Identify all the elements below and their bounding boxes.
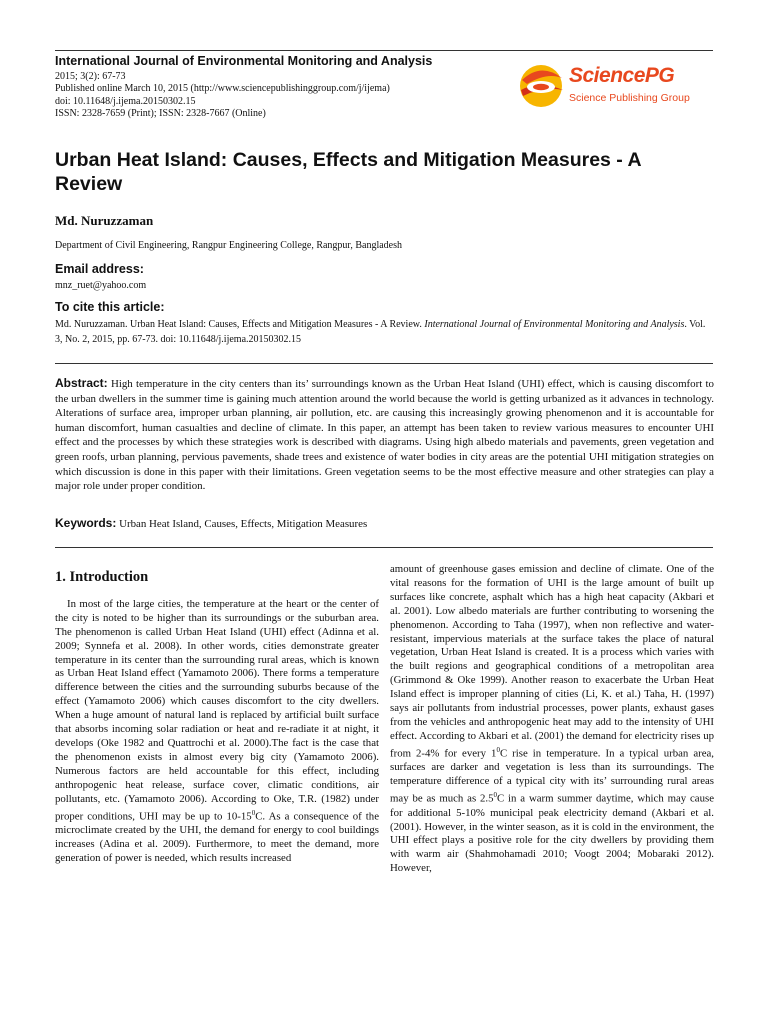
right-text-a: amount of greenhouse gases emission and decline of climate. One of the vital reasons for the formation of UHI is the large amount of built up surfaces like concrete, asphalt which has a high heat capacity (Akbari et al. 2001). Low albedo materials are further contributing to worsening the phenomenon. According to Taha (1997), when non reflective and water-resistant, impervious materials at the surface takes the place of natural vegetation, Urban Heat Island is created. It is a process which varies with the built regions and geographical conditions of a metropolitan area (Grimmond & Oke 1999). Another reason to exacerbate the Urban Heat Island effect is improper planning of cities (Li, K. et al.) Taha, H. (1997) says air pollutants from industrial processes, power plants, exhaust gases from the vehicles and anthropogenic heat may add to the intensity of UHI effect. According to Akbari et al. (2001) the demand for electricity rises up from 2-4% for every 1	[390, 563, 714, 760]
right-text-b: C rise in temperature. In a typical urban area, surfaces are darker and vegetation is less than its surroundings. The temperature difference of a typical city with its’ surrounding rural areas may be as much as 2.5	[390, 747, 714, 805]
abstract-rule	[55, 363, 713, 364]
citation-journal: International Journal of Environmental Monitoring and Analysis	[424, 319, 685, 330]
logo-name: SciencePG	[569, 64, 675, 87]
body-rule	[55, 547, 713, 548]
journal-doi: doi: 10.11648/j.ijema.20150302.15	[55, 95, 196, 107]
journal-published[interactable]: Published online March 10, 2015 (http://www.sciencepublishinggroup.com/j/ijema)	[55, 83, 390, 95]
header-top-rule	[55, 50, 713, 51]
abstract	[55, 376, 714, 494]
intro-paragraph-continued	[390, 563, 714, 876]
citation-tail: . Vol. 3, No. 2, 2015, pp. 67-73. doi: 10.11648/j.ijema.20150302.15	[55, 319, 706, 345]
keywords	[55, 516, 714, 530]
intro-text-a: In most of the large cities, the temperature at the heart or the center of the city is noted to be higher than its surroundings or the suburban area. The phenomenon is called Urban Heat Island (UHI) effect (Adinna et al. 2009; Synnefa et al. 2008). In other words, cities demonstrate greater temperature in its center than the surrounding rural areas, which is known as Urban Heat Island effect (Yamamoto 2006). There forms a temperature difference between the cities and the surrounding suburbs because of the effect (Yamamoto 2006) which causes discomfort to the city dwellers. When a huge amount of natural land is replaced by artificial built surface that absorbs incoming solar radiation or heat and re-radiate it at night, it develops (Oke 1982 and Quattrochi et al. 2000).The fact is the case that the phenomenon exists in almost every big city (Yamamoto 2006). Numerous factors are held accountable for this effect, including anthropogenic heat release, surface cover, climatic conditions, air pollutants, etc. (Yamamoto 2006). According to Oke, T.R. (1982) under proper conditions, UHI may be up to 10-15	[55, 597, 379, 823]
degree-sup-2: 0	[493, 791, 497, 800]
abstract-text: High temperature in the city centers than its’ surroundings known as the Urban Heat Island (UHI) effect, which is causing discomfort to the urban dwellers in the summer time is gaining much attention around the world because the world is getting urbanized as it advances in technology. Alterations of surface area, improper urban planning, air pollution, etc. are causing this increasingly growing phenomenon and it is accountable for human discomfort, human casualties and decline of climate. In this paper, an attempt has been taken to review various measures to encounter UHI effect and the processes by which these strategies work is described with diagrams. Using high albedo materials and pavements, green vegetation and green roofs, urban planning, pervious pavements, shade trees and existence of water bodies in city areas are the potential UHI mitigation strategies on which discussion is done in this paper with their limitations. Green vegetation seems to be the most effective measure and other strategies can play a major role under proper condition.	[55, 378, 714, 493]
paper-title: Urban Heat Island: Causes, Effects and Mitigation Measures - A Review	[55, 149, 641, 195]
keywords-text: Urban Heat Island, Causes, Effects, Mitigation Measures	[119, 518, 368, 530]
email-heading: Email address:	[55, 262, 144, 276]
email-address[interactable]: mnz_ruet@yahoo.com	[55, 280, 147, 291]
journal-title: International Journal of Environmental Monitoring and Analysis	[55, 54, 433, 68]
journal-issue: 2015; 3(2): 67-73	[55, 71, 126, 82]
right-text-c: C in a warm summer daytime, which may cause for additional 5-10% municipal peak electricity demand (Akbari et al. (2001). However, in the winter season, as it is cold in the environment, the UHI effect plays a positive role for the city dwellers by providing them with warm air (Shahmohamadi 2010; Voogt 2004; Mobaraki 2012). However,	[390, 792, 714, 875]
journal-meta	[55, 71, 390, 121]
intro-text-b: C. As a consequence of the microclimate created by the UHI, the demand for energy to cool buildings increases (Adina et al. 2009). Furthermore, to meet the demand, more generation of power is needed, which results increased	[55, 810, 379, 864]
journal-issn: ISSN: 2328-7659 (Print); ISSN: 2328-7667 (Online)	[55, 108, 266, 120]
degree-sup-1: 0	[496, 745, 500, 754]
cite-heading: To cite this article:	[55, 300, 165, 314]
intro-paragraph	[55, 598, 379, 866]
keywords-label: Keywords:	[55, 516, 117, 530]
body-column-right	[390, 563, 714, 876]
degree-sup: 0	[251, 808, 256, 817]
body-column-left	[55, 571, 379, 866]
citation-text	[55, 318, 715, 347]
citation-plain: Md. Nuruzzaman. Urban Heat Island: Causes, Effects and Mitigation Measures - A Review.	[55, 319, 425, 330]
section-heading: 1. Introduction	[55, 569, 149, 585]
sciencepg-logo-icon	[517, 60, 567, 110]
author-affiliation: Department of Civil Engineering, Rangpur Engineering College, Rangpur, Bangladesh	[55, 240, 403, 251]
author-name: Md. Nuruzzaman	[55, 213, 154, 228]
abstract-label: Abstract:	[55, 376, 108, 390]
logo-subtitle: Science Publishing Group	[569, 92, 690, 104]
sciencepg-logo	[517, 60, 717, 112]
